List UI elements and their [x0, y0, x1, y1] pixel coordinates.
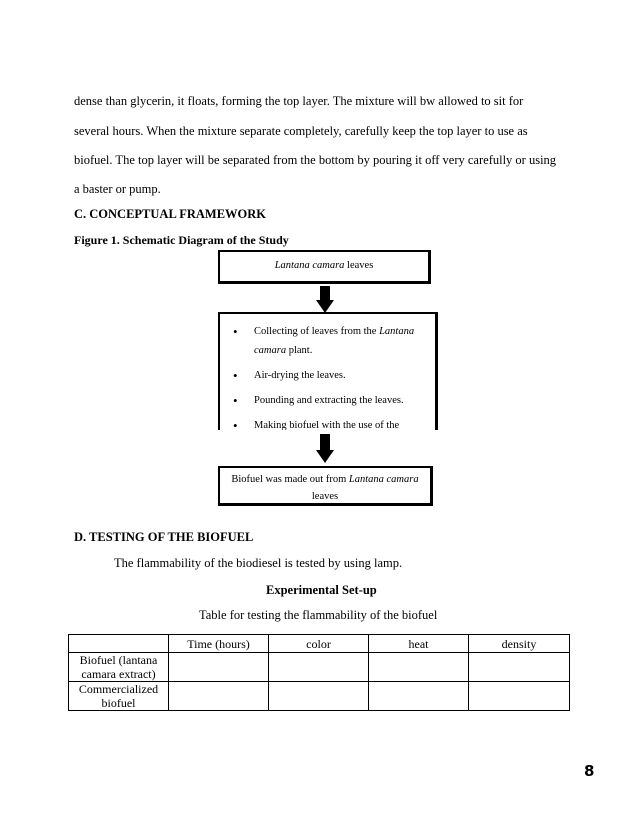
table-row: [69, 682, 570, 711]
process-item: [220, 416, 429, 430]
table-header-density: density: [469, 635, 570, 653]
setup-title: Experimental Set-up: [266, 583, 377, 597]
paragraph-line-4: a baster or pump.: [74, 182, 161, 196]
table-cell: [269, 682, 369, 711]
section-c-heading: C. CONCEPTUAL FRAMEWORK: [74, 207, 267, 221]
section-d-heading: D. TESTING OF THE BIOFUEL: [74, 530, 254, 544]
process-item: [220, 322, 429, 360]
process-item-3-text: Pounding and extracting the leaves.: [254, 395, 404, 406]
table-row-label: Biofuel (lantana camara extract): [69, 653, 169, 682]
process-item: [220, 366, 429, 385]
process-list: [220, 314, 435, 430]
table-caption: Table for testing the flammability of the biofuel: [199, 608, 438, 622]
table-header-time: Time (hours): [169, 635, 269, 653]
process-item: [220, 391, 429, 410]
paragraph-line-2: several hours. When the mixture separate completely, carefully keep the top layer to use as: [74, 124, 528, 138]
process-item-1-species: Lantana camara: [254, 326, 415, 356]
process-box: [218, 312, 438, 430]
paragraph-line-3: biofuel. The top layer will be separated from the bottom by pouring it off very carefully or using: [74, 153, 557, 167]
output-box: [218, 466, 433, 506]
table-cell: [469, 653, 570, 682]
input-box: [218, 250, 431, 284]
table-row-label: Commercialized biofuel: [69, 682, 169, 711]
down-arrow-icon: [315, 286, 335, 314]
process-item-1-post: plant.: [286, 345, 313, 356]
process-item-2-text: Air-drying the leaves.: [254, 370, 346, 381]
table-header-heat: heat: [369, 635, 469, 653]
flammability-table: [68, 634, 570, 711]
input-box-rest: leaves: [344, 260, 374, 271]
paragraph-line-1: dense than glycerin, it floats, forming the top layer. The mixture will bw allowed to sit for: [74, 94, 524, 108]
output-box-pre: Biofuel was made out from: [231, 474, 349, 485]
table-header-row: [69, 635, 570, 653]
table-header-blank: [69, 635, 169, 653]
page-number: 8: [584, 762, 595, 780]
output-box-species: Lantana camara: [348, 474, 419, 485]
figure-caption: Figure 1. Schematic Diagram of the Study: [74, 233, 289, 247]
process-item-4-text: Making biofuel with the use of the: [254, 420, 400, 430]
table-cell: [469, 682, 570, 711]
down-arrow-icon: [315, 434, 335, 464]
output-box-post: leaves: [311, 491, 339, 502]
table-cell: [369, 653, 469, 682]
table-cell: [269, 653, 369, 682]
section-d-text: The flammability of the biodiesel is tested by using lamp.: [114, 556, 403, 570]
table-header-color: color: [269, 635, 369, 653]
table-cell: [369, 682, 469, 711]
table-row: [69, 653, 570, 682]
process-item-1-pre: Collecting of leaves from the: [254, 326, 380, 337]
table-cell: [169, 653, 269, 682]
input-box-species: Lantana camara: [274, 260, 345, 271]
table-cell: [169, 682, 269, 711]
